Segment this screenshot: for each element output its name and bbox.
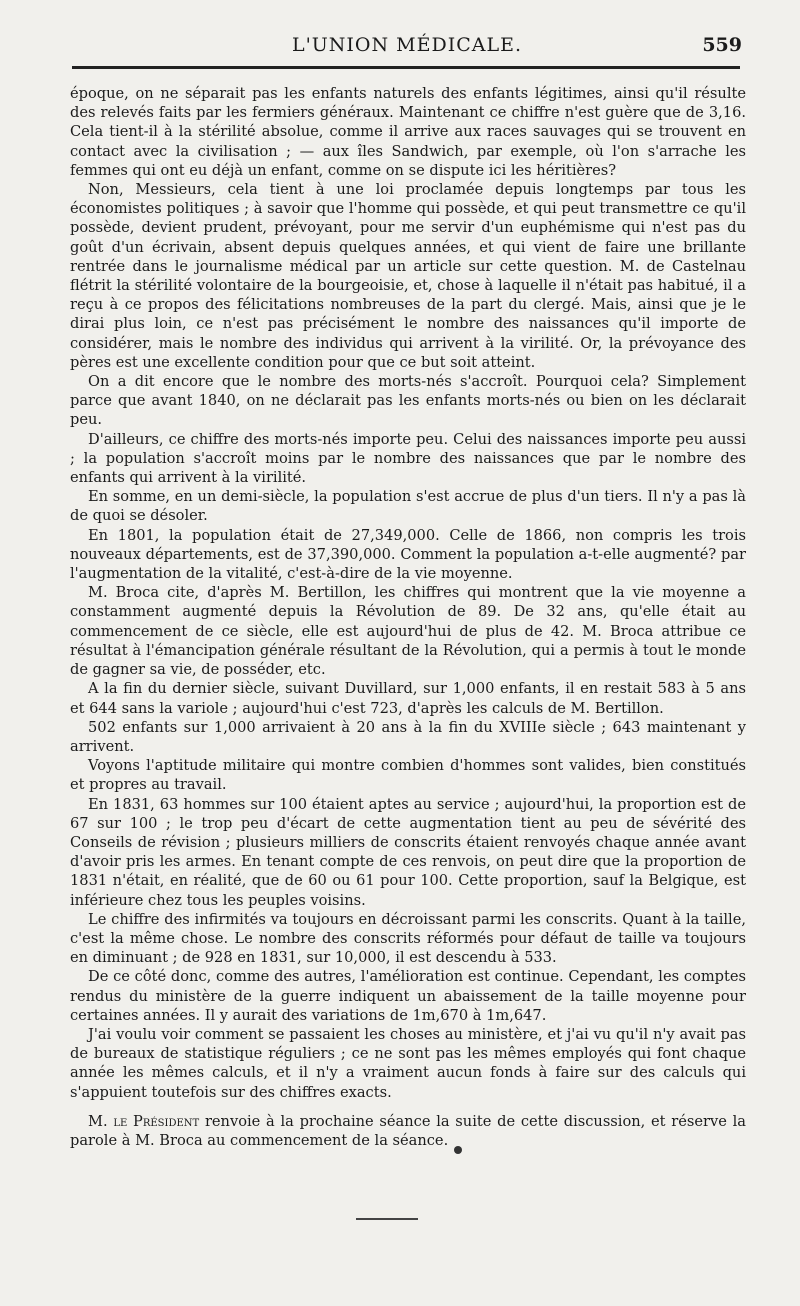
paragraph: De ce côté donc, comme des autres, l'amélioration est continue. Cependant, les comptes rendus du ministère de la guerre indiquent un abaissement de la taille moyenne pour certaines années. Il y aurait des variations de 1m,670 à 1m,647. (70, 968, 746, 1024)
article-body (70, 84, 746, 1150)
closing-paragraph (70, 1112, 746, 1150)
closing-text: renvoie à la prochaine séance la suite de cette discussion, et réserve la parole à M. Broca au commencement de la séance. (70, 1112, 746, 1149)
ink-dot (454, 1146, 462, 1154)
paragraph: Non, Messieurs, cela tient à une loi proclamée depuis longtemps par tous les économistes politiques ; à savoir que l'homme qui possède, et qui peut transmettre ce qu'il possède, devient prudent, prévoyant, pour me servir d'un euphémisme qui n'est pas du goût d'un écrivain, absent depuis quelques années, et qui vient de faire une brillante rentrée dans le journalisme médical par un article sur cette question. M. de Castelnau flétrit la stérilité volontaire de la bourgeoisie, et, chose à laquelle il n'était pas habitué, il a reçu à ce propos des félicitations nombreuses de la part du clergé. Mais, ainsi que je le dirai plus loin, ce n'est pas précisément le nombre des naissances qu'il importe de considérer, mais le nombre des individus qui arrivent à la virilité. Or, la prévoyance des pères est une excellente condition pour que ce but soit atteint. (70, 181, 746, 371)
paragraph: Voyons l'aptitude militaire qui montre combien d'hommes sont valides, bien constitués et propres au travail. (70, 757, 746, 794)
paragraph: 502 enfants sur 1,000 arrivaient à 20 ans à la fin du XVIIIe siècle ; 643 maintenant y arrivent. (70, 718, 746, 755)
journal-title: L'UNION MÉDICALE. (291, 34, 523, 56)
paragraph: Le chiffre des infirmités va toujours en décroissant parmi les conscrits. Quant à la taille, c'est la même chose. Le nombre des conscrits réformés pour défaut de taille va toujours en diminuant ; de 928 en 1831, sur 10,000, il est descendu à 533. (70, 910, 746, 967)
footer-rule (356, 1218, 418, 1220)
paragraph: J'ai voulu voir comment se passaient les choses au ministère, et j'ai vu qu'il n'y avait pas de bureaux de statistique réguliers ; ce ne sont pas les mêmes employés qui font chaque année les mêmes calculs, et il n'y a vraiment aucun fonds à faire sur des calculs qui s'appuient toutefois sur des chiffres exacts. (70, 1025, 746, 1101)
page-number: 559 (702, 34, 742, 56)
header-rule (72, 66, 740, 69)
paragraph: En somme, en un demi-siècle, la population s'est accrue de plus d'un tiers. Il n'y a pas là de quoi se désoler. (70, 488, 746, 525)
paragraph: époque, on ne séparait pas les enfants naturels des enfants légitimes, ainsi qu'il résulte des relevés faits par les fermiers généraux. Maintenant ce chiffre n'est guère que de 3,16. Cela tient-il à la stérilité absolue, comme il arrive aux races sauvages qui se trouvent en contact avec la civilisation ; — aux îles Sandwich, par exemple, où l'on s'arrache les femmes qui ont eu déjà un enfant, comme on se dispute ici les héritières? (70, 85, 746, 179)
paragraph: A la fin du dernier siècle, suivant Duvillard, sur 1,000 enfants, il en restait 583 à 5 ans et 644 sans la variole ; aujourd'hui c'est 723, d'après les calculs de M. Bertillon. (70, 680, 746, 717)
page-header (72, 34, 742, 64)
paragraph: En 1801, la population était de 27,349,000. Celle de 1866, non compris les trois nouveaux départements, est de 37,390,000. Comment la population a-t-elle augmenté? par l'augmentation de la vitalité, c'est-à-dire de la vie moyenne. (70, 526, 746, 583)
paragraph: D'ailleurs, ce chiffre des morts-nés importe peu. Celui des naissances importe peu aussi ; la population s'accroît moins par le nombre des naissances que par le nombre des enfants qui arrivent à la virilité. (70, 430, 746, 487)
paragraph: En 1831, 63 hommes sur 100 étaient aptes au service ; aujourd'hui, la proportion est de 67 sur 100 ; le trop peu d'écart de cette augmentation tient au peu de sévérité des Conseils de révision ; plusieurs milliers de conscrits étaient renvoyés chaque année avant d'avoir pris les armes. En tenant compte de ces renvois, on peut dire que la proportion de 1831 n'était, en réalité, que de 60 ou 61 pour 100. Cette proportion, sauf la Belgique, est inférieure chez tous les peuples voisins. (70, 795, 746, 909)
speaker-name: M. le Président (88, 1112, 200, 1130)
paragraph: On a dit encore que le nombre des morts-nés s'accroît. Pourquoi cela? Simplement parce que avant 1840, on ne déclarait pas les enfants morts-nés ou bien on les déclarait peu. (70, 373, 746, 429)
paragraph: M. Broca cite, d'après M. Bertillon, les chiffres qui montrent que la vie moyenne a constamment augmenté depuis la Révolution de 89. De 32 ans, qu'elle était au commencement de ce siècle, elle est aujourd'hui de plus de 42. M. Broca attribue ce résultat à l'émancipation générale résultant de la Révolution, qui a permis à tout le monde de gagner sa vie, de posséder, etc. (70, 584, 746, 679)
